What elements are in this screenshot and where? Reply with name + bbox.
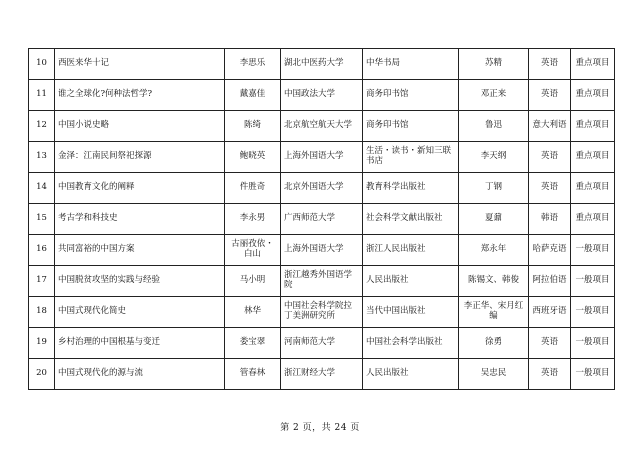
row-number: 13 (29, 142, 55, 173)
book-title: 中国脱贫攻坚的实践与经验 (55, 266, 225, 297)
book-title: 金泽：江南民间祭祀探源 (55, 142, 225, 173)
target-language: 西班牙语 (529, 297, 571, 328)
table-row (29, 359, 615, 390)
translator-name: 件胜奇 (225, 173, 281, 204)
institution-name: 浙江财经大学 (281, 359, 363, 390)
target-language: 英语 (529, 80, 571, 111)
book-title: 乡村治理的中国根基与变迁 (55, 328, 225, 359)
translator-name: 管春林 (225, 359, 281, 390)
publisher-name: 教育科学出版社 (363, 173, 459, 204)
translator-name: 陈绮 (225, 111, 281, 142)
author-name: 郑永年 (459, 235, 529, 266)
table-row (29, 80, 615, 111)
target-language: 英语 (529, 359, 571, 390)
target-language: 哈萨克语 (529, 235, 571, 266)
publisher-name: 社会科学文献出版社 (363, 204, 459, 235)
target-language: 意大利语 (529, 111, 571, 142)
target-language: 韩语 (529, 204, 571, 235)
book-title: 中国式现代化简史 (55, 297, 225, 328)
project-level: 一般项目 (571, 328, 615, 359)
translator-name: 戴嘉佳 (225, 80, 281, 111)
row-number: 10 (29, 49, 55, 80)
institution-name: 上海外国语大学 (281, 235, 363, 266)
author-name: 邓正来 (459, 80, 529, 111)
author-name: 陈锡文、韩俊 (459, 266, 529, 297)
institution-name: 北京航空航天大学 (281, 111, 363, 142)
project-level: 重点项目 (571, 80, 615, 111)
project-level: 重点项目 (571, 142, 615, 173)
translator-name: 马小明 (225, 266, 281, 297)
project-level: 一般项目 (571, 266, 615, 297)
institution-name: 广西师范大学 (281, 204, 363, 235)
row-number: 19 (29, 328, 55, 359)
publisher-name: 浙江人民出版社 (363, 235, 459, 266)
book-title: 西医来华十记 (55, 49, 225, 80)
publisher-name: 生活・读书・新知三联书店 (363, 142, 459, 173)
row-number: 20 (29, 359, 55, 390)
project-table (28, 48, 615, 390)
project-level: 重点项目 (571, 204, 615, 235)
author-name: 吴忠民 (459, 359, 529, 390)
translator-name: 鲍晓英 (225, 142, 281, 173)
book-title: 中国小说史略 (55, 111, 225, 142)
publisher-name: 中国社会科学出版社 (363, 328, 459, 359)
table-row (29, 266, 615, 297)
table-row (29, 235, 615, 266)
translator-name: 古丽孜依・白山 (225, 235, 281, 266)
publisher-name: 人民出版社 (363, 359, 459, 390)
publisher-name: 中华书局 (363, 49, 459, 80)
row-number: 17 (29, 266, 55, 297)
target-language: 英语 (529, 49, 571, 80)
institution-name: 上海外国语大学 (281, 142, 363, 173)
project-level: 一般项目 (571, 235, 615, 266)
institution-name: 中国政法大学 (281, 80, 363, 111)
table-row (29, 173, 615, 204)
project-level: 重点项目 (571, 111, 615, 142)
target-language: 英语 (529, 173, 571, 204)
institution-name: 中国社会科学院拉丁美洲研究所 (281, 297, 363, 328)
target-language: 英语 (529, 142, 571, 173)
table-body (29, 49, 615, 390)
table-row (29, 49, 615, 80)
target-language: 阿拉伯语 (529, 266, 571, 297)
row-number: 12 (29, 111, 55, 142)
row-number: 18 (29, 297, 55, 328)
author-name: 徐勇 (459, 328, 529, 359)
institution-name: 河南师范大学 (281, 328, 363, 359)
table-row (29, 328, 615, 359)
row-number: 16 (29, 235, 55, 266)
author-name: 鲁迅 (459, 111, 529, 142)
publisher-name: 当代中国出版社 (363, 297, 459, 328)
book-title: 共同富裕的中国方案 (55, 235, 225, 266)
book-title: 中国教育文化的阐释 (55, 173, 225, 204)
target-language: 英语 (529, 328, 571, 359)
table-row (29, 142, 615, 173)
row-number: 15 (29, 204, 55, 235)
table-row (29, 111, 615, 142)
institution-name: 北京外国语大学 (281, 173, 363, 204)
publisher-name: 商务印书馆 (363, 111, 459, 142)
row-number: 11 (29, 80, 55, 111)
institution-name: 浙江越秀外国语学院 (281, 266, 363, 297)
project-level: 一般项目 (571, 359, 615, 390)
book-title: 考古学和科技史 (55, 204, 225, 235)
page-footer: 第 2 页，共 24 页 (280, 423, 360, 433)
translator-name: 娄宝翠 (225, 328, 281, 359)
publisher-name: 商务印书馆 (363, 80, 459, 111)
author-name: 李正华、宋月红 编 (459, 297, 529, 328)
project-level: 一般项目 (571, 297, 615, 328)
row-number: 14 (29, 173, 55, 204)
author-name: 丁钢 (459, 173, 529, 204)
book-title: 中国式现代化的源与流 (55, 359, 225, 390)
publisher-name: 人民出版社 (363, 266, 459, 297)
table-row (29, 297, 615, 328)
book-title: 谁之全球化?何种法哲学? (55, 80, 225, 111)
project-level: 重点项目 (571, 49, 615, 80)
author-name: 夏鼐 (459, 204, 529, 235)
translator-name: 林华 (225, 297, 281, 328)
institution-name: 湖北中医药大学 (281, 49, 363, 80)
translator-name: 李思乐 (225, 49, 281, 80)
author-name: 苏精 (459, 49, 529, 80)
table-row (29, 204, 615, 235)
translator-name: 李永男 (225, 204, 281, 235)
project-level: 重点项目 (571, 173, 615, 204)
author-name: 李天纲 (459, 142, 529, 173)
